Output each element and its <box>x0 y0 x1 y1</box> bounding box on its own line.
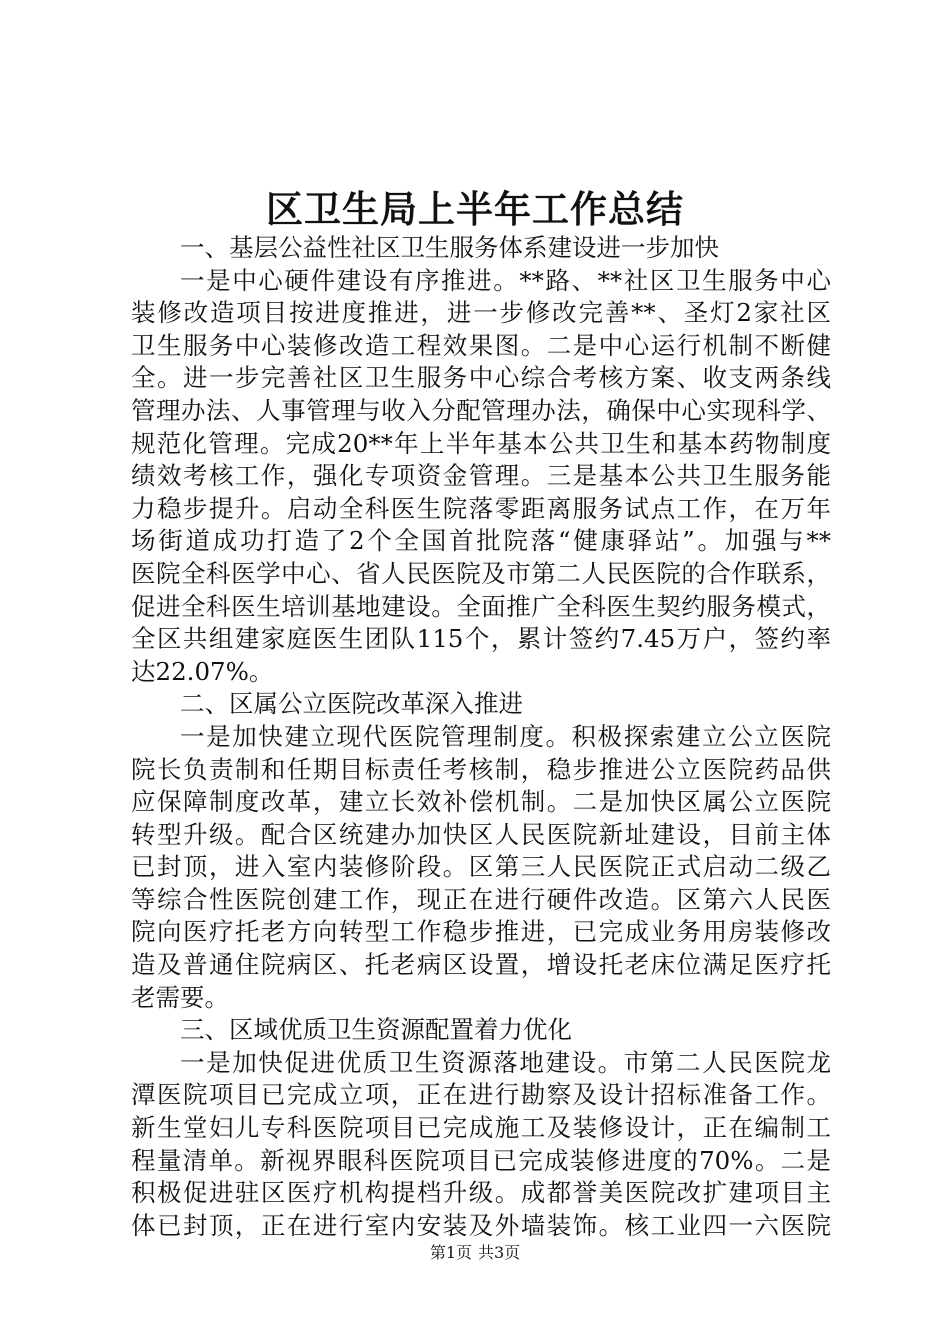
paragraph-line: 体已封顶，正在进行室内安装及外墙装饰。核工业四一六医院 <box>131 1210 831 1240</box>
paragraph-line: 潭医院项目已完成立项，正在进行勘察及设计招标准备工作。 <box>131 1080 831 1110</box>
paragraph-line: 促进全科医生培训基地建设。全面推广全科医生契约服务模式， <box>131 591 831 621</box>
paragraph-line: 绩效考核工作，强化专项资金管理。三是基本公共卫生服务能 <box>131 461 831 491</box>
paragraph-line: 一是加快建立现代医院管理制度。积极探索建立公立医院 <box>180 721 831 751</box>
page-footer <box>0 1242 950 1264</box>
paragraph-line: 达22.07%。 <box>131 656 274 686</box>
paragraph-line: 全。进一步完善社区卫生服务中心综合考核方案、收支两条线 <box>131 363 831 393</box>
paragraph-line: 造及普通住院病区、托老病区设置，增设托老床位满足医疗托 <box>131 950 831 980</box>
paragraph-line: 管理办法、人事管理与收入分配管理办法，确保中心实现科学、 <box>131 395 831 425</box>
paragraph-line: 装修改造项目按进度推进，进一步修改完善**、圣灯2家社区 <box>131 298 831 328</box>
paragraph-line: 规范化管理。完成20**年上半年基本公共卫生和基本药物制度 <box>131 428 831 458</box>
document-title: 区卫生局上半年工作总结 <box>266 187 684 231</box>
paragraph-line: 院长负责制和任期目标责任考核制，稳步推进公立医院药品供 <box>131 754 831 784</box>
page-number: 第1页 <box>429 1243 472 1262</box>
paragraph-line: 应保障制度改革，建立长效补偿机制。二是加快区属公立医院 <box>131 787 831 817</box>
paragraph-line: 已封顶，进入室内装修阶段。区第三人民医院正式启动二级乙 <box>131 852 831 882</box>
section-heading-3: 三、区域优质卫生资源配置着力优化 <box>180 1015 572 1045</box>
paragraph-line: 场街道成功打造了2个全国首批院落“健康驿站”。加强与** <box>131 526 831 556</box>
paragraph-line: 积极促进驻区医疗机构提档升级。成都誉美医院改扩建项目主 <box>131 1178 831 1208</box>
paragraph-line: 等综合性医院创建工作，现正在进行硬件改造。区第六人民医 <box>131 884 831 914</box>
paragraph-line: 新生堂妇儿专科医院项目已完成施工及装修设计，正在编制工 <box>131 1113 831 1143</box>
paragraph-line: 老需要。 <box>131 982 229 1012</box>
paragraph-line: 院向医疗托老方向转型工作稳步推进，已完成业务用房装修改 <box>131 917 831 947</box>
paragraph-line: 程量清单。新视界眼科医院项目已完成装修进度的70%。二是 <box>131 1145 831 1175</box>
section-heading-2: 二、区属公立医院改革深入推进 <box>180 689 523 719</box>
section-heading-1: 一、基层公益性社区卫生服务体系建设进一步加快 <box>180 233 719 262</box>
paragraph-line: 卫生服务中心装修改造工程效果图。二是中心运行机制不断健 <box>131 330 831 360</box>
page-total: 共3页 <box>478 1243 521 1262</box>
document-body <box>131 232 831 1242</box>
paragraph-line: 全区共组建家庭医生团队115个，累计签约7.45万户，签约率 <box>131 624 831 654</box>
paragraph-line: 转型升级。配合区统建办加快区人民医院新址建设，目前主体 <box>131 819 831 849</box>
paragraph-line: 一是中心硬件建设有序推进。**路、**社区卫生服务中心 <box>180 265 831 295</box>
paragraph-line: 力稳步提升。启动全科医生院落零距离服务试点工作，在万年 <box>131 493 831 523</box>
paragraph-line: 医院全科医学中心、省人民医院及市第二人民医院的合作联系， <box>131 558 831 588</box>
paragraph-line: 一是加快促进优质卫生资源落地建设。市第二人民医院龙 <box>180 1047 831 1077</box>
